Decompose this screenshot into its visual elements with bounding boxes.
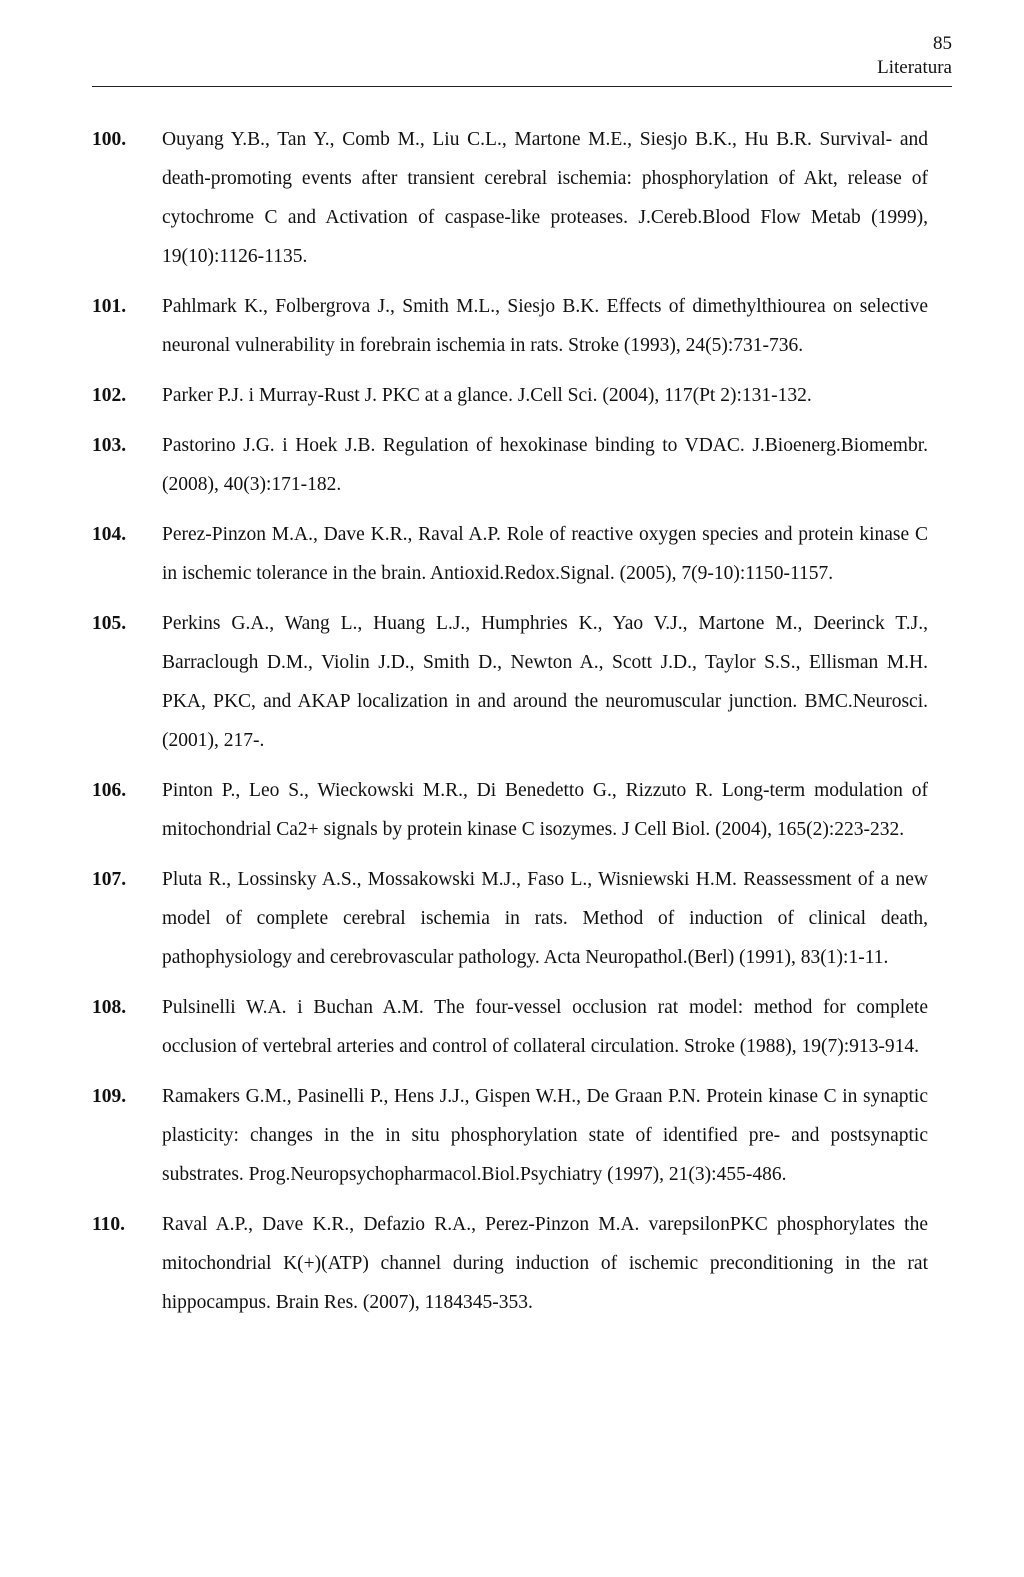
header-divider bbox=[92, 86, 952, 87]
reference-item bbox=[92, 988, 928, 1066]
reference-number: 102. bbox=[92, 385, 127, 406]
reference-text: Pluta R., Lossinsky A.S., Mossakowski M.J., Faso L., Wisniewski H.M. Reassessment of a new model of complete cerebral ischemia in rats. Method of induction of clinical death, pathophysiology and cerebrovascular pathology. Acta Neuropathol.(Berl) (1991), 83(1):1-11. bbox=[162, 869, 928, 968]
reference-item bbox=[92, 120, 928, 276]
reference-item bbox=[92, 287, 928, 365]
reference-text: Perkins G.A., Wang L., Huang L.J., Humphries K., Yao V.J., Martone M., Deerinck T.J., Barraclough D.M., Violin J.D., Smith D., Newton A., Scott J.D., Taylor S.S., Ellisman M.H. PKA, PKC, and AKAP localization in and around the neuromuscular junction. BMC.Neurosci. (2001), 217-. bbox=[162, 613, 928, 751]
reference-number: 106. bbox=[92, 780, 127, 801]
reference-number: 103. bbox=[92, 435, 127, 456]
reference-number: 108. bbox=[92, 997, 127, 1018]
section-title: Literatura bbox=[877, 57, 952, 78]
page-header bbox=[92, 32, 952, 80]
reference-text: Raval A.P., Dave K.R., Defazio R.A., Perez-Pinzon M.A. varepsilonPKC phosphorylates the mitochondrial K(+)(ATP) channel during induction of ischemic preconditioning in the rat hippocampus. Brain Res. (2007), 1184345-353. bbox=[162, 1214, 928, 1313]
reference-item bbox=[92, 1205, 928, 1322]
reference-item bbox=[92, 604, 928, 760]
reference-number: 109. bbox=[92, 1086, 127, 1107]
reference-text: Pahlmark K., Folbergrova J., Smith M.L., Siesjo B.K. Effects of dimethylthiourea on selective neuronal vulnerability in forebrain ischemia in rats. Stroke (1993), 24(5):731-736. bbox=[162, 296, 928, 356]
reference-item bbox=[92, 515, 928, 593]
reference-item bbox=[92, 1077, 928, 1194]
reference-number: 107. bbox=[92, 869, 127, 890]
reference-text: Pulsinelli W.A. i Buchan A.M. The four-vessel occlusion rat model: method for complete occlusion of vertebral arteries and control of collateral circulation. Stroke (1988), 19(7):913-914. bbox=[162, 997, 928, 1057]
reference-number: 101. bbox=[92, 296, 127, 317]
reference-text: Parker P.J. i Murray-Rust J. PKC at a glance. J.Cell Sci. (2004), 117(Pt 2):131-132. bbox=[162, 385, 812, 406]
reference-number: 110. bbox=[92, 1214, 126, 1235]
reference-list bbox=[92, 120, 928, 1333]
reference-text: Pinton P., Leo S., Wieckowski M.R., Di Benedetto G., Rizzuto R. Long-term modulation of mitochondrial Ca2+ signals by protein kinase C isozymes. J Cell Biol. (2004), 165(2):223-232. bbox=[162, 780, 928, 840]
reference-number: 105. bbox=[92, 613, 127, 634]
reference-text: Pastorino J.G. i Hoek J.B. Regulation of hexokinase binding to VDAC. J.Bioenerg.Biomembr. (2008), 40(3):171-182. bbox=[162, 435, 928, 495]
reference-item bbox=[92, 771, 928, 849]
reference-item bbox=[92, 376, 928, 415]
reference-item bbox=[92, 426, 928, 504]
reference-number: 104. bbox=[92, 524, 127, 545]
reference-item bbox=[92, 860, 928, 977]
reference-number: 100. bbox=[92, 129, 127, 150]
reference-text: Ouyang Y.B., Tan Y., Comb M., Liu C.L., Martone M.E., Siesjo B.K., Hu B.R. Survival- and death-promoting events after transient cerebral ischemia: phosphorylation of Akt, release of cytochrome C and Activation of caspase-like proteases. J.Cereb.Blood Flow Metab (1999), 19(10):1126-1135. bbox=[162, 129, 928, 267]
reference-text: Ramakers G.M., Pasinelli P., Hens J.J., Gispen W.H., De Graan P.N. Protein kinase C in synaptic plasticity: changes in the in situ phosphorylation state of identified pre- and postsynaptic substrates. Prog.Neuropsychopharmacol.Biol.Psychiatry (1997), 21(3):455-486. bbox=[162, 1086, 928, 1185]
page-number: 85 bbox=[933, 33, 952, 54]
reference-text: Perez-Pinzon M.A., Dave K.R., Raval A.P. Role of reactive oxygen species and protein kinase C in ischemic tolerance in the brain. Antioxid.Redox.Signal. (2005), 7(9-10):1150-1157. bbox=[162, 524, 928, 584]
